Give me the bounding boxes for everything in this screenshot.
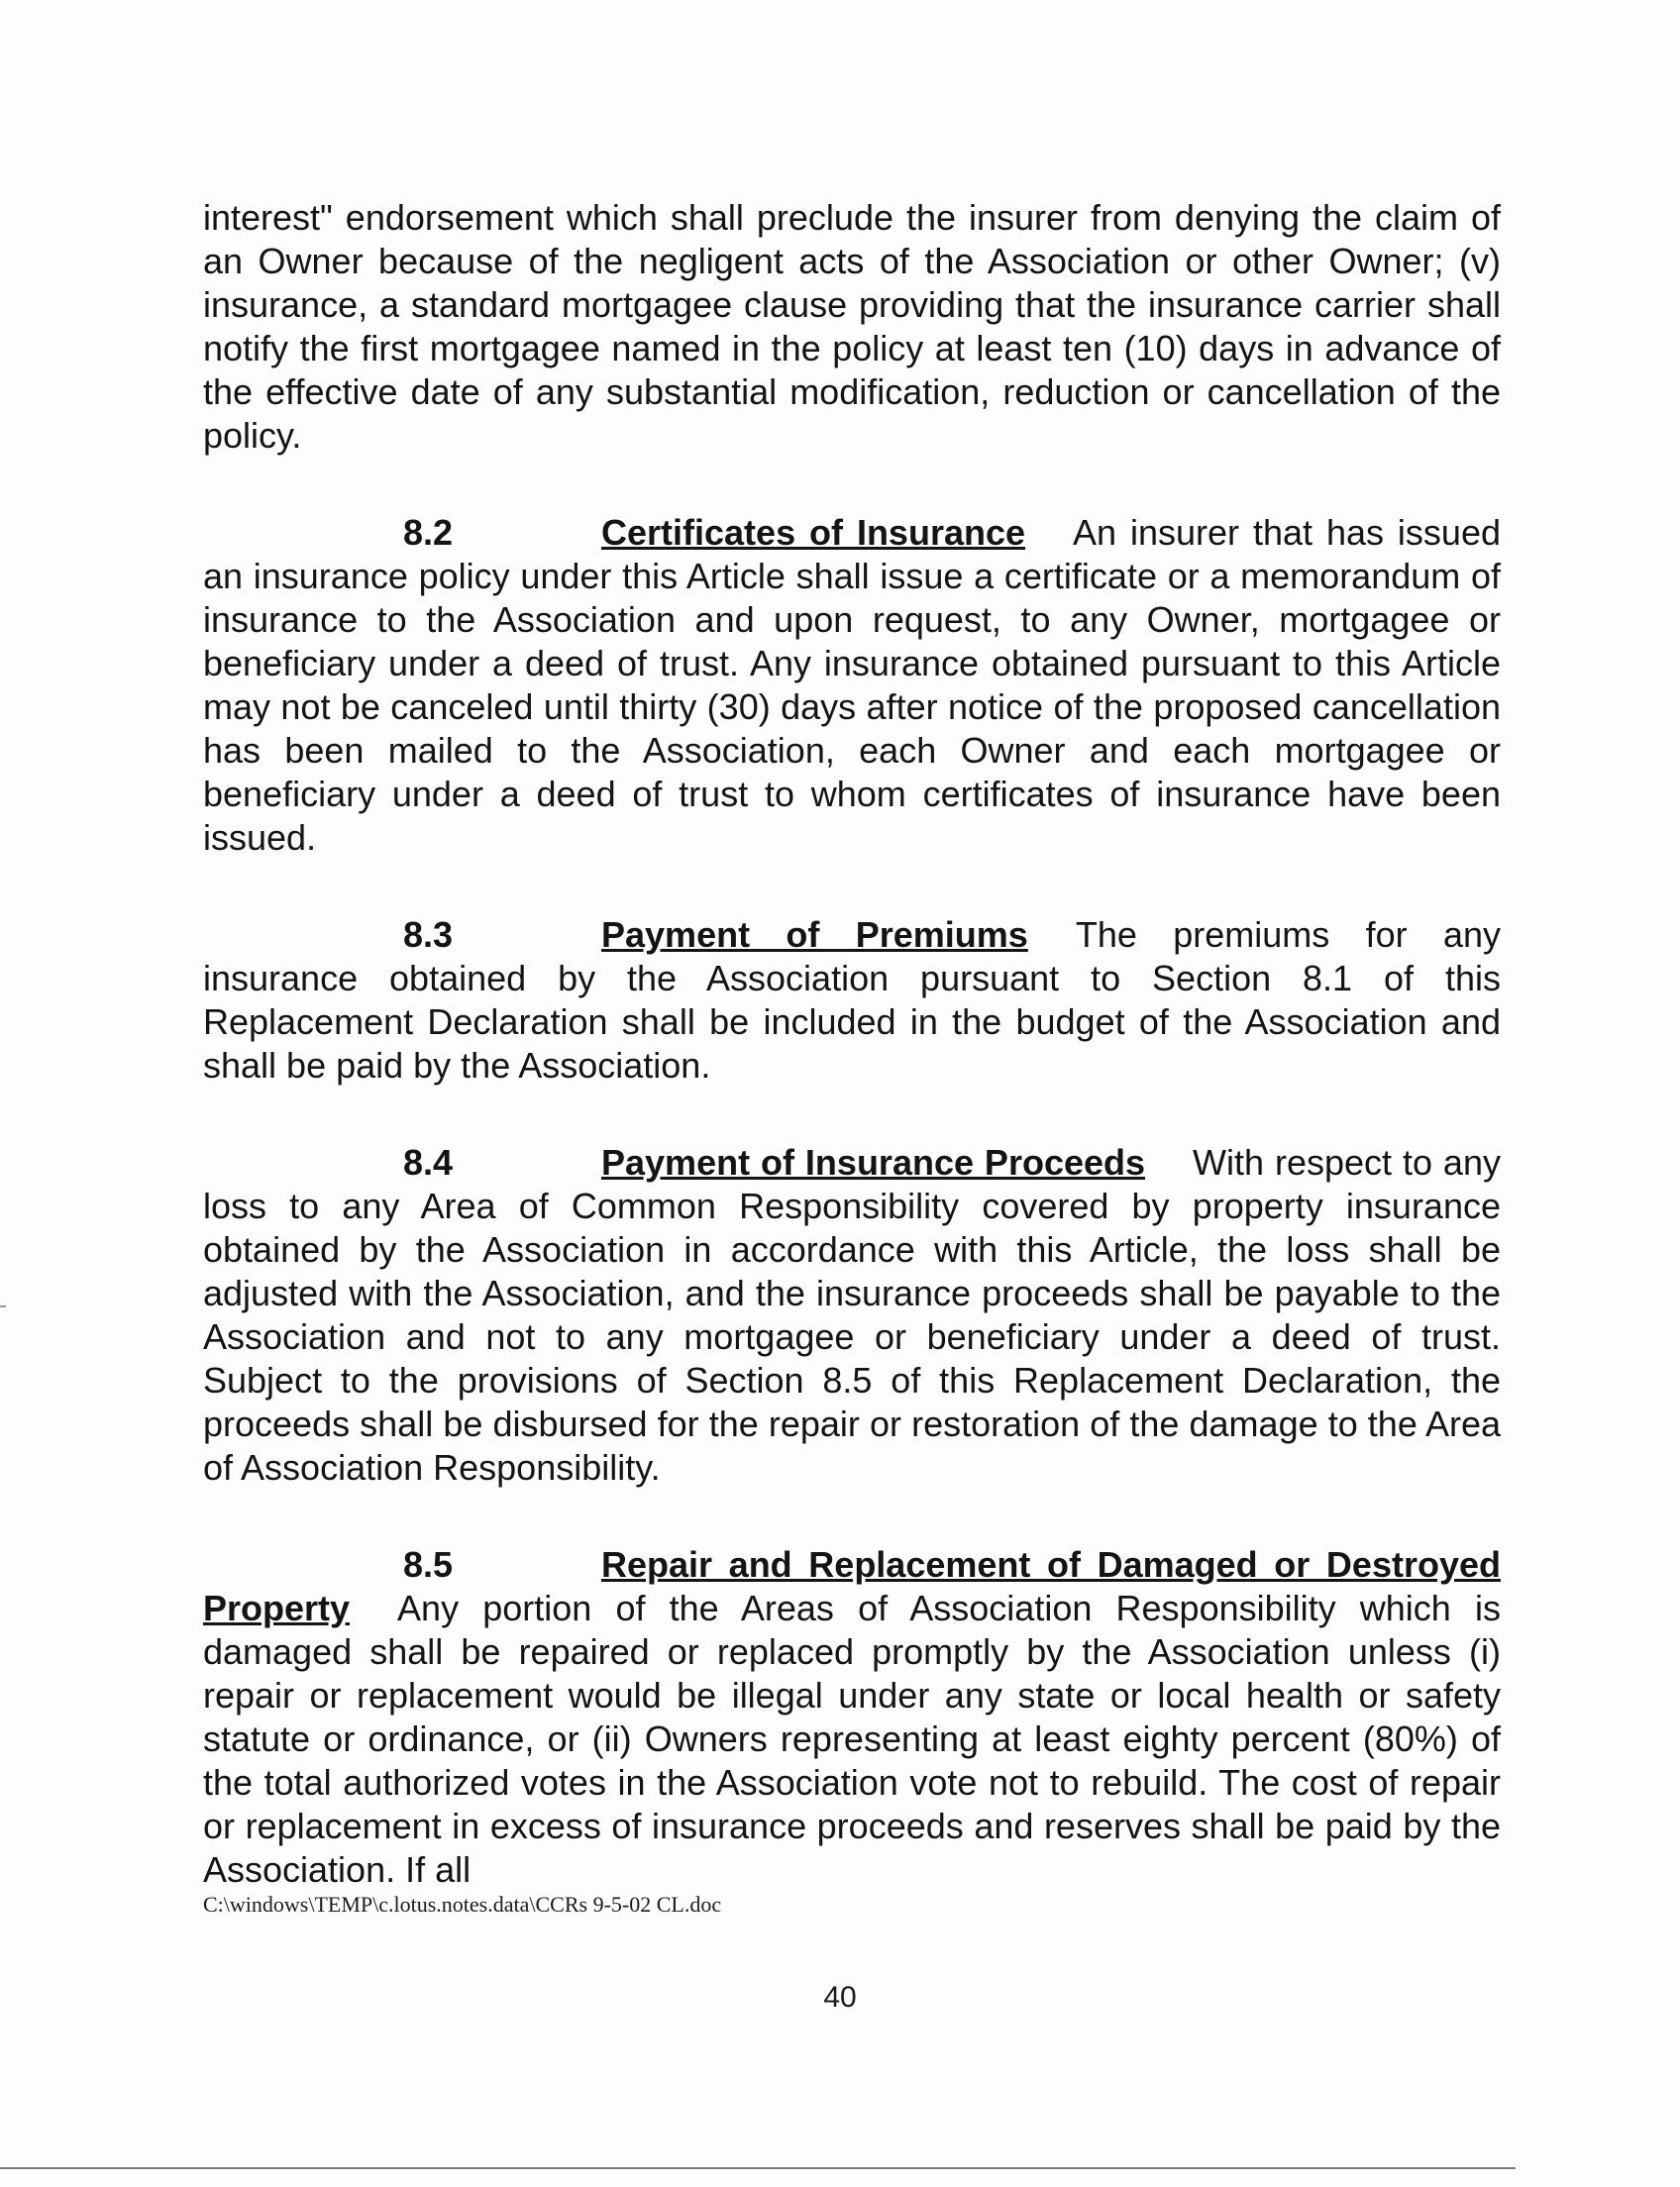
- section-number: 8.5: [403, 1544, 454, 1585]
- section-body: The premiums for any insurance obtained by the Association pursuant to Section 8.1 of this Replacement Declaration shall be included in the budget of the Association and shall be paid by the Association.: [203, 914, 1501, 1086]
- bottom-scan-line: [0, 2167, 1516, 2169]
- section-number: 8.2: [403, 512, 454, 553]
- section-8-3: [203, 913, 1501, 1088]
- section-8-5: [203, 1543, 1501, 1892]
- page-number: 40: [823, 1981, 857, 2014]
- section-title: Payment of Insurance Proceeds: [601, 1142, 1146, 1183]
- footer-file-path: C:\windows\TEMP\c.lotus.notes.data\CCRs 9-5-02 CL.doc: [203, 1892, 722, 1917]
- section-number: 8.4: [403, 1142, 454, 1183]
- intro-paragraph: interest" endorsement which shall preclude the insurer from denying the claim of an Owner because of the negligent acts of the Association or other Owner; (v) insurance, a standard mortgagee clause providing that the insurance carrier shall notify the first mortgagee named in the policy at least ten (10) days in advance of the effective date of any substantial modification, reduction or cancellation of the policy.: [203, 197, 1501, 456]
- section-8-2: [203, 511, 1501, 860]
- document-body: [203, 196, 1501, 1892]
- section-body: An insurer that has issued an insurance policy under this Article shall issue a certificate or a memorandum of insurance to the Association and upon request, to any Owner, mortgagee or beneficiary under a deed of trust. Any insurance obtained pursuant to this Article may not be canceled until thirty (30) days after notice of the proposed cancellation has been mailed to the Association, each Owner and each mortgagee or beneficiary under a deed of trust to whom certificates of insurance have been issued.: [203, 512, 1501, 858]
- section-body: With respect to any loss to any Area of Common Responsibility covered by property insurance obtained by the Association in accordance with this Article, the loss shall be adjusted with the Association, and the insurance proceeds shall be payable to the Association and not to any mortgagee or beneficiary under a deed of trust. Subject to the provisions of Section 8.5 of this Replacement Declaration, the proceeds shall be disbursed for the repair or restoration of the damage to the Area of Association Responsibility.: [203, 1142, 1501, 1488]
- scan-edge-mark: [0, 1305, 6, 1307]
- section-8-4: [203, 1141, 1501, 1490]
- section-title: Repair and Replacement of Damaged or Destroyed Property: [203, 1544, 1501, 1628]
- section-title: Certificates of Insurance: [601, 512, 1026, 553]
- section-body: Any portion of the Areas of Association Responsibility which is damaged shall be repaired or replaced promptly by the Association unless (i) repair or replacement would be illegal under any state or local health or safety statute or ordinance, or (ii) Owners representing at least eighty percent (80%) of the total authorized votes in the Association vote not to rebuild. The cost of repair or replacement in excess of insurance proceeds and reserves shall be paid by the Association. If all: [203, 1588, 1501, 1890]
- section-title: Payment of Premiums: [601, 914, 1028, 955]
- section-number: 8.3: [403, 914, 454, 955]
